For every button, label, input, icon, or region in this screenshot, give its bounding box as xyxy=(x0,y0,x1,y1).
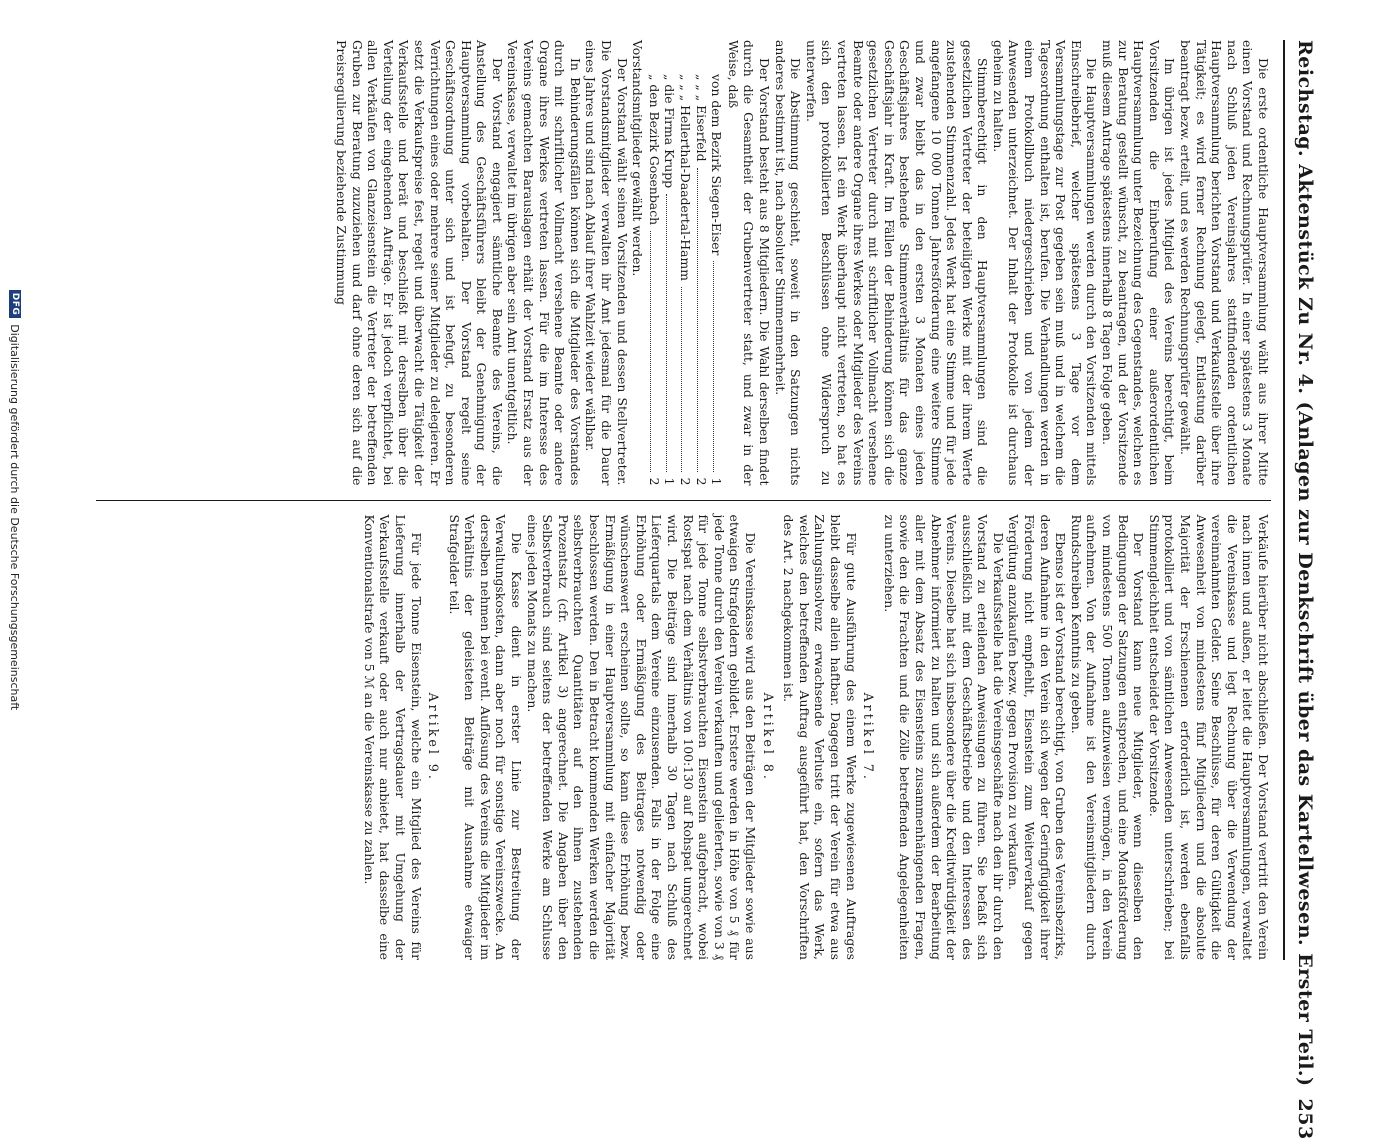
district-count: 1 xyxy=(662,477,678,486)
paragraph: Der Vorstand kann neue Mitglieder, wenn dieselben den Bedingungen der Satzungen entsprechen, und eine Monatsförderung von mindestens 500 Tonnen aufzuweisen vermögen, in den Verein aufnehmen. Von der Aufnahme ist den Vereinsmitgliedern durch Rundschreiben Kenntnis zu geben. xyxy=(1068,514,1147,960)
paragraph: Für gute Ausführung des einem Werke zugewiesenen Auftrages bleibt dasselbe allein haftbar. Dagegen tritt der Verein für etwa aus Zahlungsinsolvenz erwachsende Verluste ein, sofern das Werk, welches den betreffenden Auftrag ausgeführt hat, den Vorschriften des Art. 2 nachgekommen ist. xyxy=(781,514,859,960)
district-count: 2 xyxy=(678,477,694,486)
paragraph: Ebenso ist der Vorstand berechtigt, von Gruben des Vereinsbezirks, deren Aufnahme in den Verein sich wegen der Geringfügigkeit ihrer Förderung nicht empfiehlt, Eisenstein zum Weiterverkauf gegen Vergütung anzukaufen bezw. gegen Provision zu verkaufen. xyxy=(1006,514,1069,960)
leader-dots xyxy=(713,261,725,471)
district-count: 1 xyxy=(709,477,725,486)
left-column xyxy=(96,40,1271,501)
paragraph: Die Kasse dient in erster Linie zur Bestreitung der Verwaltungskosten, dann aber noch für sonstige Vereinszwecke. An derselben nehmen bei eventl. Auflösung des Vereins die Mitglieder im Verhältnis der geleisteten Beiträge mit Ausnahme etwaiger Strafgelder teil. xyxy=(446,514,525,960)
article-heading: Artikel 7. xyxy=(861,692,877,782)
dfg-logo: DFG xyxy=(9,290,21,319)
paragraph: Die Vereinskasse wird aus den Beiträgen der Mitglieder sowie aus etwaigen Strafgeldern gebildet. Erstere werden in Höhe von 5 ₰ für jede Tonne durch den Verein verkauften und gelieferten, sowie von 3 ₰ für jede Tonne selbstverbrauchten Eisenstein aufgebracht, wobei Rostspat nach dem Verhältnis von 100:130 auf Rohspat umgerechnet wird. Die Beiträge sind innerhalb 30 Tagen nach Schluß des Lieferquartals dem Vereine einzusenden. Falls in der Folge eine Erhöhung oder Ermäßigung des Beitrages notwendig oder wünschenswert erscheinen sollte, so kann diese Erhöhung bezw. Ermäßigung in einer Hauptversammlung mit einfacher Majorität beschlossen werden. Den in Betracht kommenden Werken werden die selbstverbrauchten Quantitäten auf den ihnen zustehenden Prozentsatz (cfr. Artikel 3) angerechnet. Die Angaben über den Selbstverbrauch sind seitens der betreffenden Werke am Schlusse eines jeden Monats zu machen. xyxy=(524,514,758,960)
district-label: von dem Bezirk Siegen-Eiser xyxy=(709,74,725,256)
district-label: „ die Firma Krupp xyxy=(662,74,678,189)
article-heading: Artikel 9. xyxy=(426,692,442,782)
page-title: Reichstag. Aktenstück Zu Nr. 4. (Anlagen zur Denkschrift über das Kartellwesen. Erster Teil.) xyxy=(1294,40,1316,1087)
district-count: 2 xyxy=(693,477,709,486)
paragraph: Der Vorstand besteht aus 8 Mitgliedern. Die Wahl derselben findet durch die Gesamtheit der Grubenvertreter statt, und zwar in der Weise, daß xyxy=(725,40,772,486)
page-number: 253 xyxy=(1294,1098,1316,1140)
paragraph: Im übrigen ist jedes Mitglied des Vereins berechtigt, beim Vorsitzenden die Einberufung einer außerordentlichen Hauptversammlung unter Bezeichnung des Gegenstandes, welchen es zur Beratung gestellt wünscht, zu beantragen, und der Vorsitzende muß diesem Antrage spätestens innerhalb 8 Tagen Folge geben. xyxy=(1100,40,1178,486)
paragraph: Verkäufe hierüber nicht abschließen. Der Vorstand vertritt den Verein nach innen und außen, er leitet die Hauptversammlungen, verwaltet die Vereinskasse und legt Rechnung über die Verwendung der vereinnahmten Gelder. Seine Beschlüsse, für deren Gültigkeit die Anwesenheit von mindestens fünf Mitgliedern und die absolute Majorität der Erschienenen erforderlich ist, werden ebenfalls protokolliert und von sämtlichen Anwesenden unterschrieben; bei Stimmengleichheit entscheidet der Vorsitzende. xyxy=(1146,514,1271,960)
credit-text: Digitalisierung gefördert durch die Deutsche Forschungsgemeinschaft xyxy=(8,324,22,711)
board-distribution-list xyxy=(646,40,724,486)
paragraph: In Behinderungsfällen können sich die Mitglieder des Vorstandes durch mit schriftlicher Vollmacht versehene Beamte oder andere Organe ihres Werkes vertreten lassen. Für die im Interesse des Vereins gemachten Barauslagen erhält der Vorstand Ersatz aus der Vereinskasse, verwaltet im übrigen aber sein Amt unentgeltlich. xyxy=(505,40,583,486)
list-item xyxy=(662,40,678,486)
paragraph: Die Abstimmung geschieht, soweit in den Satzungen nichts anderes bestimmt ist, nach absoluter Stimmenmehrheit. xyxy=(772,40,804,486)
paragraph: Die erste ordentliche Hauptversammlung wählt aus ihrer Mitte einen Vorstand und Rechnungsprüfer. In einer spätestens 3 Monate nach Schluß jeden Vereinsjahres stattfindenden ordentlichen Hauptversammlung berichten Vorstand und Verkaufsstelle über ihre Tätigkeit; es wird ferner Rechnung gelegt, Entlastung darüber beantragt bezw. erteilt, und es werden Rechnungsprüfer gewählt. xyxy=(1178,40,1271,486)
list-item xyxy=(677,40,693,486)
leader-dots xyxy=(650,231,662,472)
article-heading: Artikel 8. xyxy=(760,692,776,782)
paragraph: Die Verkaufsstelle hat die Vereinsgeschäfte nach den ihr durch den Vorstand zu erteilenden Anweisungen zu führen. Sie befaßt sich ausschließlich mit dem Geschäftsbetriebe und den Interessen des Vereins. Dieselbe hat sich insbesondere über die Kreditwürdigkeit der Abnehmer informiert zu halten und sich außerdem der Bearbeitung aller mit dem Absatz des Eisensteins zusammenhängenden Fragen, sowie den die Frachten und die Zölle betreffenden Angelegenheiten zu unterziehen. xyxy=(881,514,1006,960)
district-label: „ den Bezirk Gosenbach xyxy=(646,74,662,226)
paragraph: Der Vorstand engagiert sämtliche Beamte des Vereins, die Anstellung des Geschäftsführers bleibt der Genehmigung der Hauptversammlung vorbehalten. Der Vorstand regelt seine Geschäftsordnung unter sich und ist befugt, zu besonderen Verrichtungen eines oder mehrere seiner Mitglieder zu delegieren. Er setzt die Verkaufspreise fest, regelt und überwacht die Tätigkeit der Verkaufsstelle und berät und beschließt mit derselben über die Verteilung der eingehenden Aufträge. Er ist jedoch verpflichtet, bei allen Verkäufen von Glanzeisenstein die Vertreter der betreffenden Gruben zur Beratung zuzuziehen und darf ohne deren sich auf die Preisregulierung beziehende Zustimmung xyxy=(333,40,505,486)
paragraph: Stimmberechtigt in den Hauptversammlungen sind die gesetzlichen Vertreter der beteiligten Werke mit der ihrem Werte zustehenden Stimmenzahl. Jedes Werk hat eine Stimme und für jede angefangene 10 000 Tonnen Jahresförderung eine weitere Stimme und zwar bleibt das in den ersten 3 Monaten eines jeden Geschäftsjahres bestehende Stimmenverhältnis für das ganze Geschäftsjahr in Kraft. Im Fällen der Behinderung können sich die gesetzlichen Vertreter durch mit schriftlicher Vollmacht versehene Beamte oder andere Organe ihres Werkes oder Mitglieder des Vereins vertreten lassen. Ist ein Werk überhaupt nicht vertreten, so hat es sich den protokollierten Beschlüssen ohne Widerspruch zu unterwerfen. xyxy=(803,40,991,486)
list-item xyxy=(693,40,709,486)
district-label: „ „ „ Hellerthal-Daadertal-Hamm xyxy=(678,74,694,281)
list-item xyxy=(646,40,662,486)
digitization-credit xyxy=(6,0,24,1000)
paragraph: Der Vorstand wählt seinen Vorsitzenden und dessen Stellvertreter. Die Vorstandsmitglieder verwalten ihr Amt jedesmal für die Dauer eines Jahres und sind nach Ablauf ihrer Wahlzeit wieder wählbar. xyxy=(583,40,630,486)
right-column xyxy=(96,501,1271,961)
text-columns xyxy=(96,40,1271,960)
page-header xyxy=(1283,40,1325,1140)
paragraph: Für jede Tonne Eisenstein, welche ein Mitglied des Vereins für Lieferung innerhalb der Vertragsdauer mit Umgehung der Verkaufsstelle verkauft oder auch nur anbietet, hat dasselbe eine Konventionalstrafe von 5 ℳ an die Vereinskasse zu zahlen. xyxy=(361,514,424,960)
paragraph: Die Hauptversammlungen werden durch den Vorsitzenden mittels Einschreibebrief, welcher spätestens 3 Tage vor dem Versammlungstage zur Post gegeben sein muß und in welchem die Tagesordnung enthalten ist, berufen. Die Verhandlungen werden in einem Protokollbuch niedergeschrieben und von jedem der Anwesenden unterzeichnet. Der Inhalt der Protokolle ist durchaus geheim zu halten. xyxy=(990,40,1100,486)
leader-dots xyxy=(697,168,709,472)
district-count: 2 xyxy=(646,477,662,486)
district-label: „ „ „ Eiserfeld xyxy=(693,74,709,162)
leader-dots xyxy=(681,287,693,472)
paragraph: Vorstandsmitglieder gewählt werden. xyxy=(630,40,646,277)
list-item xyxy=(709,40,725,486)
leader-dots xyxy=(666,194,678,472)
